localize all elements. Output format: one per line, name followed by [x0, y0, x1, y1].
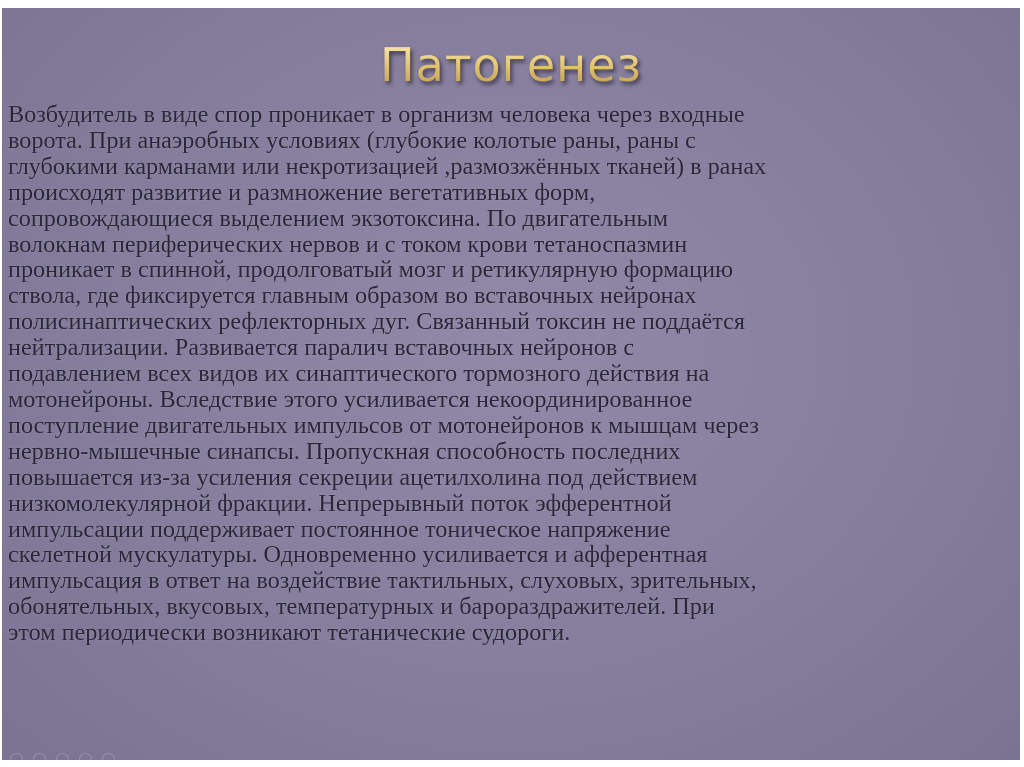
text-line: происходят развитие и размножение вегетативных форм,: [8, 178, 596, 206]
text-line: проникает в спинной, продолговатый мозг и ретикулярную формацию: [8, 256, 734, 284]
slide-panel: [2, 8, 1020, 760]
text-line: импульсации поддерживает постоянное тоническое напряжение: [8, 515, 671, 543]
text-line: подавлением всех видов их синаптического тормозного действия на: [8, 360, 710, 388]
text-line: ворота. При анаэробных условиях (глубокие колотые раны, раны с: [8, 126, 696, 154]
text-line: повышается из-за усиления секреции ацетилхолина под действием: [8, 463, 698, 491]
text-line: скелетной мускулатуры. Одновременно усиливается и афферентная: [8, 541, 708, 569]
text-line: сопровождающиеся выделением экзотоксина. По двигательным: [8, 204, 669, 232]
text-line: волокнам периферических нервов и с током крови тетаноспазмин: [8, 230, 688, 258]
previous-slide-icon[interactable]: [10, 753, 23, 761]
text-line: поступление двигательных импульсов от мотонейронов к мышцам через: [8, 411, 759, 439]
text-line: полисинаптических рефлекторных дуг. Связанный токсин не поддаётся: [8, 308, 746, 336]
slideshow-nav-bar: [10, 752, 190, 760]
text-line: этом периодически возникают тетанические судороги.: [8, 619, 571, 647]
text-line: низкомолекулярной фракции. Непрерывный поток эфферентной: [8, 489, 672, 517]
text-line: нейтрализации. Развивается паралич вставочных нейронов с: [8, 334, 635, 362]
zoom-icon[interactable]: [79, 753, 92, 761]
text-line: глубокими карманами или некротизацией ,размозжённых тканей) в ранах: [8, 152, 767, 180]
menu-icon[interactable]: [33, 753, 46, 761]
text-line: Возбудитель в виде спор проникает в организм человека через входные: [8, 101, 745, 128]
text-line: ствола, где фиксируется главным образом во вставочных нейронах: [8, 282, 697, 310]
text-line: импульсация в ответ на воздействие тактильных, слуховых, зрительных,: [8, 567, 757, 595]
slide-title: Патогенез: [2, 38, 1020, 92]
more-options-icon[interactable]: [102, 753, 115, 761]
text-line: мотонейроны. Вследствие этого усиливается некоординированное: [8, 385, 693, 413]
text-line: обонятельных, вкусовых, температурных и барораздражителей. При: [8, 593, 715, 621]
text-line: нервно-мышечные синапсы. Пропускная способность последних: [8, 437, 681, 465]
pen-icon[interactable]: [56, 753, 69, 761]
slide-body-text: [8, 102, 1016, 646]
